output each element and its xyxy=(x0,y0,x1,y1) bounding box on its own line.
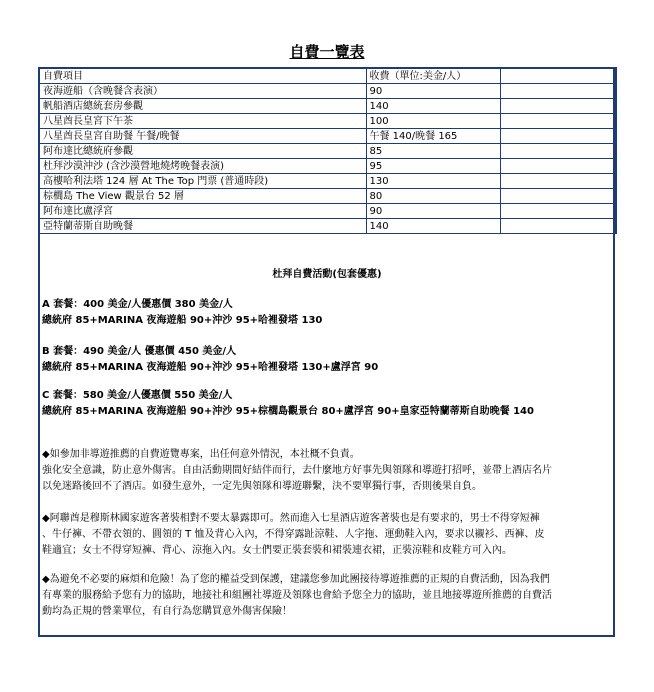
fee-value-cell: 140 xyxy=(366,219,500,234)
table-row xyxy=(39,204,616,219)
fee-item-cell: 阿布達比盧浮宮 xyxy=(39,204,366,219)
fee-extra-cell xyxy=(500,99,616,114)
header-extra xyxy=(500,68,616,84)
note-recommended-activities xyxy=(42,572,612,620)
fee-extra-cell xyxy=(500,204,616,219)
fee-extra-cell xyxy=(500,219,616,234)
note-safety-line2: 強化安全意識，防止意外傷害。自由活動期間好結伴而行，去什麼地方好事先與領隊和導遊打招呼，並帶上酒店名片 xyxy=(42,465,552,476)
table-row xyxy=(39,189,616,204)
page-title: 自費一覽表 xyxy=(289,43,365,61)
fee-value-cell: 130 xyxy=(366,174,500,189)
fee-extra-cell xyxy=(500,84,616,99)
note-recommend-line1: ◆為避免不必要的麻煩和危險！為了您的權益受到保護，建議您參加此團接待導遊推薦的正規的自費活動，因為我們 xyxy=(42,574,550,585)
fee-item-cell: 杜拜沙漠沖沙 (含沙漠營地燒烤晚餐表演) xyxy=(39,159,366,174)
note-dress-line3: 鞋適宜；女士不得穿短褲、背心、涼拖入內。女士們要正裝套裝和裙裝連衣裙，正裝涼鞋和皮鞋方可入內。 xyxy=(42,545,512,556)
table-header-row xyxy=(39,68,616,84)
package-a-items: 總統府 85+MARINA 夜海遊船 90+沖沙 95+哈裡發塔 130 xyxy=(42,315,323,326)
fee-item-cell: 亞特蘭蒂斯自助晚餐 xyxy=(39,219,366,234)
fee-value-cell: 90 xyxy=(366,204,500,219)
header-fee: 收費（單位:美金/人） xyxy=(366,68,500,84)
fee-item-cell: 夜海遊船（含晚餐含表演） xyxy=(39,84,366,99)
fee-extra-cell xyxy=(500,159,616,174)
fee-item-cell: 棕櫚島 The View 觀景台 52 層 xyxy=(39,189,366,204)
fee-extra-cell xyxy=(500,174,616,189)
activities-heading: 杜拜自費活動(包套優惠) xyxy=(272,269,382,280)
package-c-items: 總統府 85+MARINA 夜海遊船 90+沖沙 95+棕櫚島觀景台 80+盧浮宮 90+皇家亞特蘭蒂斯自助晚餐 140 xyxy=(42,406,534,417)
table-row xyxy=(39,84,616,99)
note-recommend-line3: 動均為正規的營業單位，有自行為您購買意外傷害保險！ xyxy=(42,606,292,617)
table-row xyxy=(39,99,616,114)
fee-value-cell: 午餐 140/晚餐 165 xyxy=(366,129,500,144)
table-row xyxy=(39,129,616,144)
note-dress-line1: ◆阿聯酋是穆斯林國家遊客著裝相對不要太暴露即可。然而進入七星酒店遊客著裝也是有要求的，男士不得穿短褲 xyxy=(42,513,540,524)
fee-extra-cell xyxy=(500,129,616,144)
note-recommend-line2: 有專業的服務給予您有力的協助，地接社和組團社導遊及領隊也會給予您全力的協助，並且地接導遊所推薦的自費活 xyxy=(42,590,552,601)
package-b xyxy=(42,344,612,376)
package-a xyxy=(42,297,612,329)
fee-item-cell: 八星酋長皇宮自助餐 午餐/晚餐 xyxy=(39,129,366,144)
table-row xyxy=(39,144,616,159)
fee-extra-cell xyxy=(500,189,616,204)
fee-item-cell: 阿布達比總統府參觀 xyxy=(39,144,366,159)
fee-value-cell: 100 xyxy=(366,114,500,129)
fee-value-cell: 90 xyxy=(366,84,500,99)
fee-value-cell: 85 xyxy=(366,144,500,159)
fee-value-cell: 80 xyxy=(366,189,500,204)
fee-value-cell: 140 xyxy=(366,99,500,114)
fee-item-cell: 帆船酒店總統套房參觀 xyxy=(39,99,366,114)
table-row xyxy=(39,159,616,174)
package-c-price: C 套餐：580 美金/人優惠價 550 美金/人 xyxy=(42,390,233,401)
fee-extra-cell xyxy=(500,144,616,159)
fee-item-cell: 八星酋長皇宮下午茶 xyxy=(39,114,366,129)
header-item: 自費項目 xyxy=(39,68,366,84)
note-dress-line2: 、牛仔褲、不帶衣領的、圓領的 T 恤及背心入內，不得穿露趾涼鞋、人字拖、運動鞋入內，要求以襯衫、西褲、皮 xyxy=(42,529,545,540)
package-b-items: 總統府 85+MARINA 夜海遊船 90+沖沙 95+哈裡發塔 130+盧浮宮 90 xyxy=(42,362,379,373)
table-row xyxy=(39,174,616,189)
note-safety-line3: 以免迷路後回不了酒店。如發生意外，一定先與領隊和導遊聯繫，決不要單獨行事，否則後果自負。 xyxy=(42,481,482,492)
package-b-price: B 套餐：490 美金/人 優惠價 450 美金/人 xyxy=(42,346,237,357)
table-row xyxy=(39,114,616,129)
fee-extra-cell xyxy=(500,114,616,129)
fee-item-cell: 高樓哈利法塔 124 層 At The Top 門票 (普通時段) xyxy=(39,174,366,189)
fee-value-cell: 95 xyxy=(366,159,500,174)
package-c xyxy=(42,388,612,420)
package-a-price: A 套餐：400 美金/人優惠價 380 美金/人 xyxy=(42,299,233,310)
note-safety xyxy=(42,447,612,495)
note-safety-line1: ◆如參加非導遊推薦的自費遊覽專案，出任何意外情況，本社概不負責。 xyxy=(42,449,360,460)
fee-table xyxy=(38,67,617,234)
table-row xyxy=(39,219,616,234)
note-dress-code xyxy=(42,511,612,559)
